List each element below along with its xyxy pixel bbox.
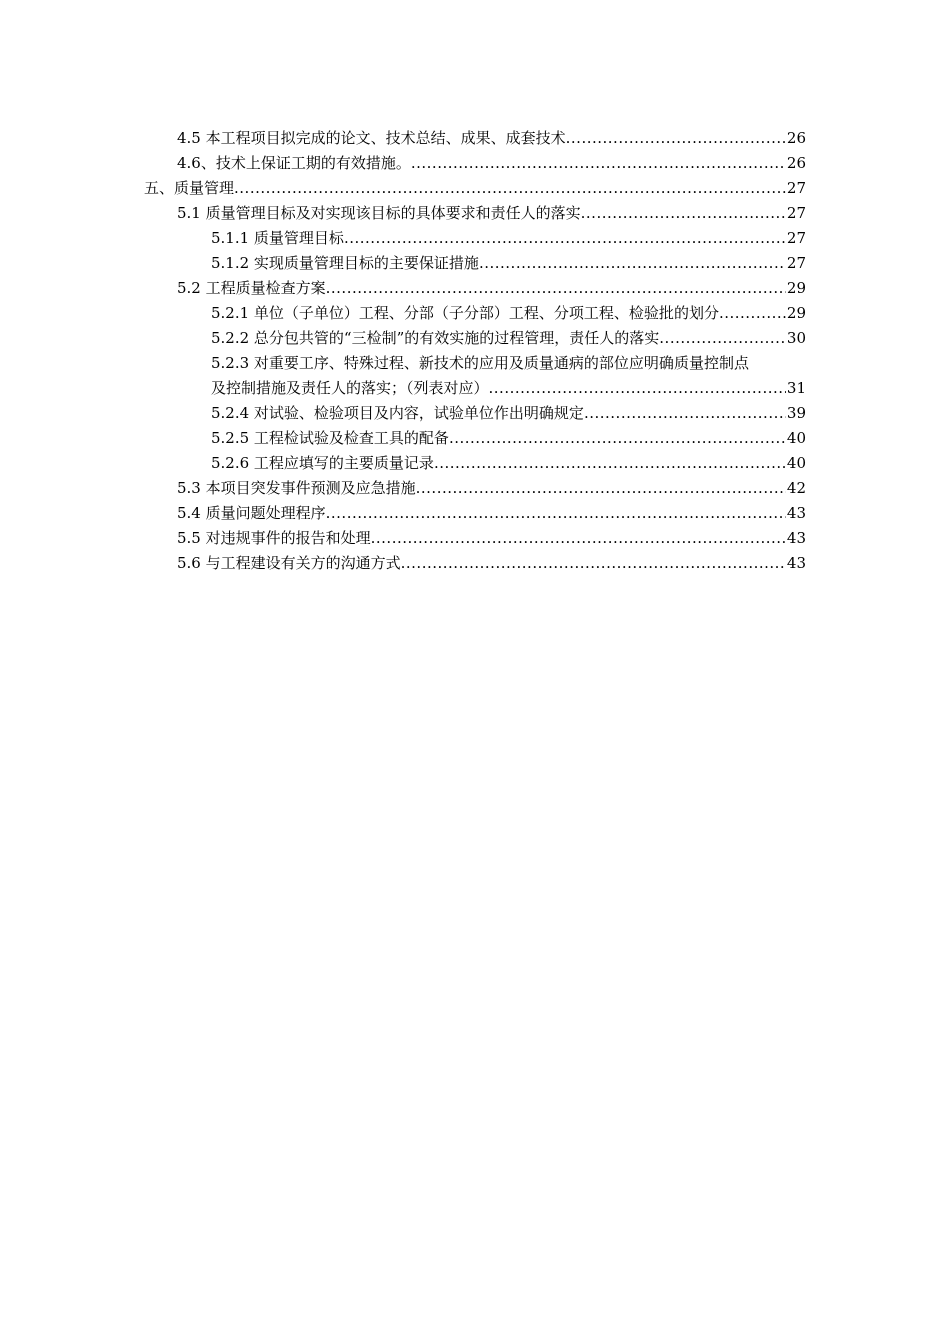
toc-dot-leader [566,126,786,151]
toc-dot-leader [234,176,786,201]
toc-page-number: 43 [786,504,806,522]
toc-entry-5-4[interactable] [144,501,806,526]
toc-entry-5-2-4[interactable] [144,401,806,426]
toc-entry-title: 5.6 与工程建设有关方的沟通方式 [177,554,401,572]
toc-entry-title: 5.2.5 工程检试验及检查工具的配备 [211,429,449,447]
toc-dot-leader [401,551,786,576]
toc-page-number: 40 [786,429,806,447]
toc-entry-title: 5.2 工程质量检查方案 [177,279,326,297]
toc-entry-5-2-2[interactable] [144,326,806,351]
toc-entry-title: 5.2.2 总分包共管的“三检制”的有效实施的过程管理，责任人的落实 [211,329,660,347]
toc-entry-5-2-1[interactable] [144,301,806,326]
toc-page-number: 42 [786,479,806,497]
toc-entry-title: 五、质量管理 [144,179,235,197]
toc-dot-leader [581,201,786,226]
toc-dot-leader [434,451,786,476]
toc-dot-leader [659,326,786,351]
toc-page-number: 43 [786,554,806,572]
toc-entry-5-2-3[interactable] [144,351,806,401]
toc-entry-title: 5.4 质量问题处理程序 [177,504,326,522]
toc-dot-leader [416,476,786,501]
table-of-contents [144,126,806,576]
toc-page-number: 29 [786,279,806,297]
toc-entry-5-1-1[interactable] [144,226,806,251]
toc-page-number: 30 [786,329,806,347]
toc-entry-title: 5.2.4 对试验、检验项目及内容，试验单位作出明确规定 [211,404,584,422]
toc-entry-chapter-5[interactable] [144,176,806,201]
toc-page-number: 27 [786,229,806,247]
toc-dot-leader [489,376,786,401]
toc-entry-5-6[interactable] [144,551,806,576]
toc-dot-leader [719,301,786,326]
toc-entry-title-line-1: 5.2.3 对重要工序、特殊过程、新技术的应用及质量通病的部位应明确质量控制点 [211,354,749,372]
toc-entry-title: 5.1.2 实现质量管理目标的主要保证措施 [211,254,479,272]
toc-page-number: 31 [786,379,806,397]
toc-dot-leader [411,151,786,176]
toc-entry-title-line-2: 及控制措施及责任人的落实；（列表对应） [211,379,489,397]
toc-entry-title: 4.5 本工程项目拟完成的论文、技术总结、成果、成套技术 [177,129,566,147]
toc-dot-leader [479,251,786,276]
toc-dot-leader [326,501,786,526]
toc-page-number: 27 [786,204,806,222]
toc-entry-5-2-5[interactable] [144,426,806,451]
toc-dot-leader [371,526,786,551]
toc-entry-title: 5.5 对违规事件的报告和处理 [177,529,371,547]
toc-dot-leader [344,226,786,251]
toc-entry-title: 5.1 质量管理目标及对实现该目标的具体要求和责任人的落实 [177,204,581,222]
toc-entry-title: 5.2.1 单位（子单位）工程、分部（子分部）工程、分项工程、检验批的划分 [211,304,719,322]
toc-page-number: 39 [786,404,806,422]
toc-page-number: 26 [786,154,806,172]
toc-page-number: 43 [786,529,806,547]
toc-page-number: 26 [786,129,806,147]
toc-entry-title: 4.6、技术上保证工期的有效措施。 [177,154,411,172]
toc-entry-4-6[interactable] [144,151,806,176]
toc-page-number: 27 [786,254,806,272]
toc-entry-5-2-6[interactable] [144,451,806,476]
toc-entry-5-1-2[interactable] [144,251,806,276]
toc-entry-title: 5.3 本项目突发事件预测及应急措施 [177,479,416,497]
toc-entry-title: 5.1.1 质量管理目标 [211,229,344,247]
toc-entry-continuation [211,376,806,401]
toc-entry-5-1[interactable] [144,201,806,226]
toc-dot-leader [449,426,786,451]
toc-dot-leader [584,401,786,426]
toc-entry-5-5[interactable] [144,526,806,551]
toc-entry-title: 5.2.6 工程应填写的主要质量记录 [211,454,434,472]
toc-page-number: 29 [786,304,806,322]
toc-page-number: 27 [786,179,806,197]
toc-entry-5-3[interactable] [144,476,806,501]
toc-entry-5-2[interactable] [144,276,806,301]
toc-entry-4-5[interactable] [144,126,806,151]
toc-page-number: 40 [786,454,806,472]
toc-dot-leader [326,276,786,301]
